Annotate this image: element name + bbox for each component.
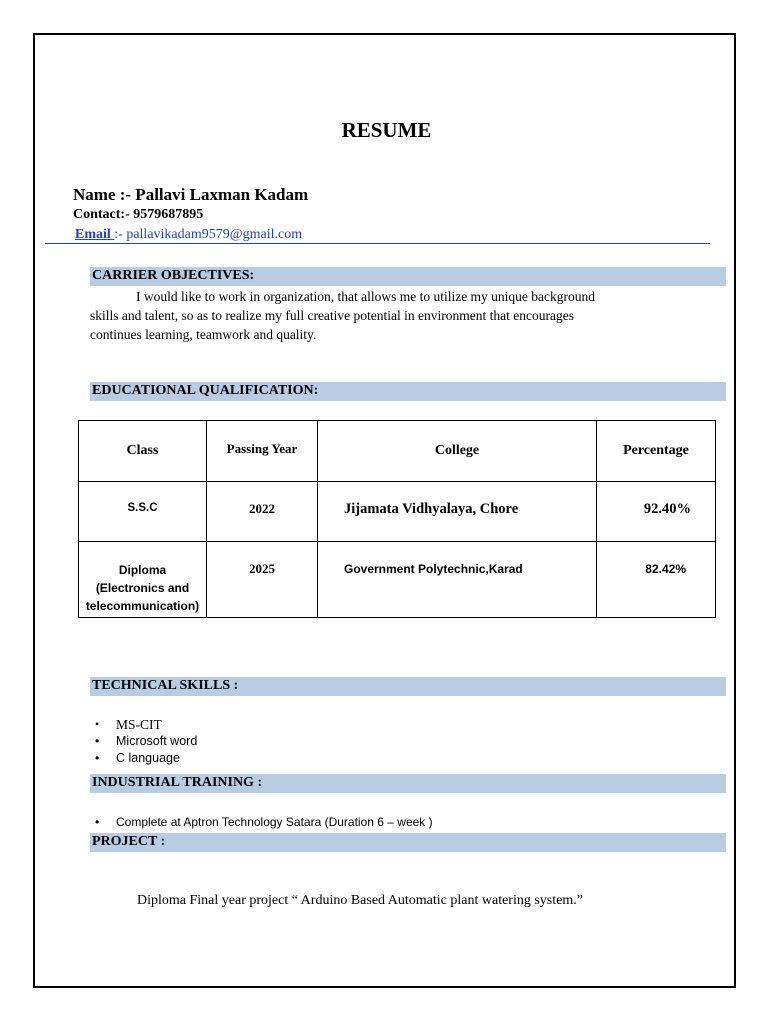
header-passing-year: Passing Year — [207, 421, 318, 482]
table-row — [79, 542, 716, 618]
objective-heading-band — [90, 267, 726, 286]
row1-class: S.S.C — [79, 482, 207, 542]
row2-class-line-1: Diploma — [118, 563, 167, 577]
education-table — [78, 420, 716, 618]
training-heading-band — [90, 774, 726, 793]
project-heading: PROJECT : — [92, 834, 166, 849]
list-item: • Microsoft word — [90, 733, 197, 750]
email-address[interactable]: :- pallavikadam9579@gmail.com — [114, 227, 303, 242]
training-list — [90, 814, 433, 831]
row1-percentage: 92.40% — [597, 482, 716, 542]
resume-title: RESUME — [341, 118, 432, 142]
row2-class — [79, 542, 207, 618]
header-class: Class — [79, 421, 207, 482]
header-percentage: Percentage — [597, 421, 716, 482]
table-header-row — [79, 421, 716, 482]
resume-page — [33, 33, 736, 988]
header-college: College — [318, 421, 597, 482]
contact-number: Contact:- 9579687895 — [73, 207, 204, 222]
email-line — [75, 227, 302, 243]
list-item: • Complete at Aptron Technology Satara (Duration 6 – week ) — [90, 814, 433, 831]
project-heading-band — [90, 833, 726, 852]
email-label: Email — [75, 227, 115, 242]
row2-class-line-3: telecommunication) — [85, 599, 200, 613]
skills-list — [90, 716, 197, 767]
row1-college: Jijamata Vidhyalaya, Chore — [318, 482, 597, 542]
row1-year: 2022 — [207, 482, 318, 542]
list-item: • MS-CIT — [90, 716, 197, 733]
skills-heading: TECHNICAL SKILLS : — [92, 678, 239, 693]
objective-heading: CARRIER OBJECTIVES: — [92, 268, 255, 283]
row2-class-line-2: (Electronics and — [95, 581, 190, 595]
row2-year: 2025 — [207, 542, 318, 618]
training-heading: INDUSTRIAL TRAINING : — [92, 775, 263, 790]
objective-line-3: continues learning, teamwork and quality. — [90, 327, 317, 342]
row2-percentage: 82.42% — [597, 542, 716, 618]
row2-college: Government Polytechnic,Karad — [318, 542, 597, 618]
objective-text — [90, 287, 690, 344]
table-row — [79, 482, 716, 542]
education-heading: EDUCATIONAL QUALIFICATION: — [92, 383, 319, 398]
objective-line-1: I would like to work in organization, that allows me to utilize my unique background — [136, 289, 596, 304]
objective-line-2: skills and talent, so as to realize my full creative potential in environment that encourages — [90, 308, 574, 323]
list-item: • C language — [90, 750, 197, 767]
email-underline — [45, 243, 710, 244]
project-description: Diploma Final year project “ Arduino Based Automatic plant watering system.” — [137, 893, 583, 908]
education-heading-band — [90, 382, 726, 401]
candidate-name: Name :- Pallavi Laxman Kadam — [73, 185, 309, 204]
skills-heading-band — [90, 677, 726, 696]
